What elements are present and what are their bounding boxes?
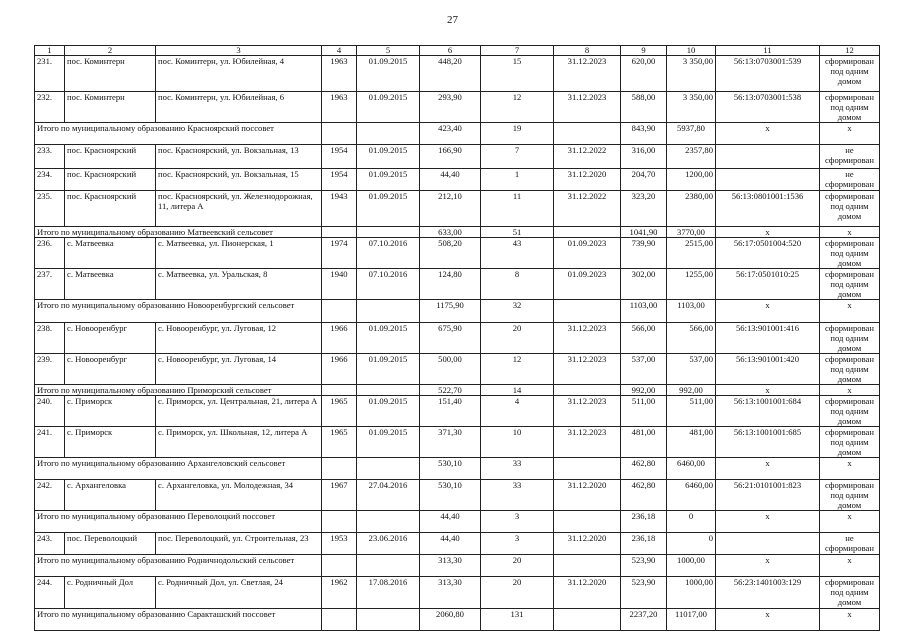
subtotal-cell: 14 (481, 385, 554, 396)
table-cell: 31.12.2023 (554, 396, 621, 427)
table-cell: сформирован под одним домом (820, 480, 880, 511)
subtotal-cell (322, 555, 357, 577)
table-cell: 27.04.2016 (357, 480, 420, 511)
column-number-4: 4 (322, 46, 357, 56)
table-cell: сформирован под одним домом (820, 92, 880, 123)
table-cell: 31.12.2023 (554, 323, 621, 354)
table-cell: 1966 (322, 323, 357, 354)
subtotal-cell (554, 511, 621, 533)
table-cell: 56:13:0703001:538 (716, 92, 820, 123)
table-cell: 243. (35, 533, 65, 555)
subtotal-label: Итого по муниципальному образованию Переволоцкий поссовет (35, 511, 322, 533)
subtotal-cell: 992,00 (621, 385, 667, 396)
subtotal-cell (554, 458, 621, 480)
subtotal-cell: 1000,00 (667, 555, 716, 577)
subtotal-cell: 3770,00 (667, 227, 716, 238)
table-cell: 3 350,00 (667, 56, 716, 92)
table-cell: 56:17:0501010:25 (716, 269, 820, 300)
subtotal-row (35, 458, 880, 480)
subtotal-cell: 0 (667, 511, 716, 533)
subtotal-cell (357, 300, 420, 323)
table-cell: 01.09.2015 (357, 169, 420, 191)
table-cell: 1966 (322, 354, 357, 385)
table-row (35, 323, 880, 354)
table-cell: с. Архангеловка (65, 480, 156, 511)
table-cell: с. Родничный Дол, ул. Светлая, 24 (156, 577, 322, 609)
subtotal-cell (554, 609, 621, 631)
table-cell: 01.09.2015 (357, 427, 420, 458)
table-cell: 56:13:1001001:685 (716, 427, 820, 458)
table-cell: 6460,00 (667, 480, 716, 511)
table-cell: 1953 (322, 533, 357, 555)
table-cell: 523,90 (621, 577, 667, 609)
table-cell: 244. (35, 577, 65, 609)
table-cell: 240. (35, 396, 65, 427)
table-cell: 124,80 (420, 269, 481, 300)
table-cell: не сформирован (820, 145, 880, 169)
column-number-3: 3 (156, 46, 322, 56)
table-row (35, 269, 880, 300)
table-cell: с. Архангеловка, ул. Молодежная, 34 (156, 480, 322, 511)
table-cell: 233. (35, 145, 65, 169)
subtotal-cell: 236,18 (621, 511, 667, 533)
table-cell: 236,18 (621, 533, 667, 555)
table-cell: 675,90 (420, 323, 481, 354)
subtotal-cell: х (716, 555, 820, 577)
subtotal-label: Итого по муниципальному образованию Архангеловский сельсовет (35, 458, 322, 480)
table-cell: 537,00 (667, 354, 716, 385)
table-cell: 31.12.2023 (554, 92, 621, 123)
table-cell: 313,30 (420, 577, 481, 609)
subtotal-row (35, 123, 880, 145)
housing-register-table (34, 45, 880, 631)
table-cell: 56:13:901001:420 (716, 354, 820, 385)
table-cell: 1255,00 (667, 269, 716, 300)
subtotal-cell: 5937,80 (667, 123, 716, 145)
table-cell: 620,00 (621, 56, 667, 92)
table-cell: 293,90 (420, 92, 481, 123)
table-cell: 566,00 (667, 323, 716, 354)
table-row (35, 145, 880, 169)
table-cell: с. Приморск, ул. Центральная, 21, литера А (156, 396, 322, 427)
table-cell: 31.12.2023 (554, 427, 621, 458)
subtotal-cell (322, 458, 357, 480)
table-cell: 508,20 (420, 238, 481, 269)
table-cell: 20 (481, 323, 554, 354)
table-cell: 1200,00 (667, 169, 716, 191)
table-cell: 56:23:1401003:129 (716, 577, 820, 609)
table-cell: 23.06.2016 (357, 533, 420, 555)
table-cell: 1974 (322, 238, 357, 269)
table-cell: с. Приморск (65, 427, 156, 458)
table-cell: 151,40 (420, 396, 481, 427)
table-cell: 511,00 (621, 396, 667, 427)
table-cell: 316,00 (621, 145, 667, 169)
subtotal-cell: 423,40 (420, 123, 481, 145)
table-cell: 31.12.2020 (554, 169, 621, 191)
subtotal-cell: 1103,00 (621, 300, 667, 323)
subtotal-cell (322, 609, 357, 631)
subtotal-cell (322, 123, 357, 145)
table-cell: пос. Красноярский (65, 169, 156, 191)
subtotal-cell: х (716, 609, 820, 631)
table-cell: пос. Коминтерн, ул. Юбилейная, 4 (156, 56, 322, 92)
table-cell: 3 350,00 (667, 92, 716, 123)
table-cell: пос. Коминтерн, ул. Юбилейная, 6 (156, 92, 322, 123)
table-cell: 43 (481, 238, 554, 269)
subtotal-cell (322, 511, 357, 533)
table-cell: пос. Красноярский (65, 145, 156, 169)
subtotal-cell (357, 227, 420, 238)
column-number-5: 5 (357, 46, 420, 56)
subtotal-cell (357, 609, 420, 631)
subtotal-row (35, 300, 880, 323)
subtotal-cell: х (820, 511, 880, 533)
table-cell: 1940 (322, 269, 357, 300)
table-cell: сформирован под одним домом (820, 323, 880, 354)
table-cell: 237. (35, 269, 65, 300)
subtotal-label: Итого по муниципальному образованию Саракташский поссовет (35, 609, 322, 631)
subtotal-row (35, 511, 880, 533)
table-cell: 462,80 (621, 480, 667, 511)
table-cell: 01.09.2015 (357, 396, 420, 427)
subtotal-cell (357, 385, 420, 396)
table-cell: с. Новооренбург, ул. Луговая, 12 (156, 323, 322, 354)
subtotal-cell: 1103,00 (667, 300, 716, 323)
subtotal-cell: 6460,00 (667, 458, 716, 480)
table-cell: 56:13:901001:416 (716, 323, 820, 354)
subtotal-cell (554, 300, 621, 323)
page-number: 27 (447, 14, 458, 26)
subtotal-row (35, 385, 880, 396)
table-cell: 31.12.2023 (554, 56, 621, 92)
table-cell: 1954 (322, 169, 357, 191)
table-cell: 1965 (322, 427, 357, 458)
table-row (35, 533, 880, 555)
subtotal-cell: х (820, 609, 880, 631)
subtotal-label: Итого по муниципальному образованию Матвеевский сельсовет (35, 227, 322, 238)
table-cell: 56:13:0703001:539 (716, 56, 820, 92)
table-cell: с. Приморск, ул. Школьная, 12, литера А (156, 427, 322, 458)
table-cell: пос. Переволоцкий, ул. Строительная, 23 (156, 533, 322, 555)
table-cell: 2380,00 (667, 191, 716, 227)
table-cell: 481,00 (621, 427, 667, 458)
subtotal-cell: х (820, 458, 880, 480)
column-number-6: 6 (420, 46, 481, 56)
table-cell: 31.12.2023 (554, 354, 621, 385)
table-cell: 01.09.2023 (554, 238, 621, 269)
table-cell: сформирован под одним домом (820, 577, 880, 609)
column-number-8: 8 (554, 46, 621, 56)
table-cell: 17.08.2016 (357, 577, 420, 609)
table-cell: с. Новооренбург (65, 354, 156, 385)
table-cell: 2357,80 (667, 145, 716, 169)
table-cell: пос. Коминтерн (65, 92, 156, 123)
table-cell: 01.09.2023 (554, 269, 621, 300)
table-cell: 8 (481, 269, 554, 300)
subtotal-cell: х (716, 300, 820, 323)
subtotal-cell: 2237,20 (621, 609, 667, 631)
table-cell: 10 (481, 427, 554, 458)
table-cell: 242. (35, 480, 65, 511)
subtotal-cell: 131 (481, 609, 554, 631)
subtotal-cell: 19 (481, 123, 554, 145)
subtotal-cell: х (716, 123, 820, 145)
table-cell (716, 145, 820, 169)
subtotal-cell: х (716, 458, 820, 480)
table-cell: 1 (481, 169, 554, 191)
table-cell: 56:17:0501004:520 (716, 238, 820, 269)
subtotal-row (35, 609, 880, 631)
column-number-7: 7 (481, 46, 554, 56)
table-cell (716, 533, 820, 555)
subtotal-cell (357, 511, 420, 533)
table-cell: 235. (35, 191, 65, 227)
table-row (35, 169, 880, 191)
table-cell: пос. Красноярский, ул. Вокзальная, 13 (156, 145, 322, 169)
table-cell (716, 169, 820, 191)
subtotal-cell: 633,00 (420, 227, 481, 238)
subtotal-cell: х (820, 123, 880, 145)
column-number-12: 12 (820, 46, 880, 56)
table-cell: 12 (481, 92, 554, 123)
table-cell: 566,00 (621, 323, 667, 354)
column-number-1: 1 (35, 46, 65, 56)
column-number-10: 10 (667, 46, 716, 56)
table-cell: 4 (481, 396, 554, 427)
subtotal-cell (554, 123, 621, 145)
table-cell: с. Приморск (65, 396, 156, 427)
table-cell: 1965 (322, 396, 357, 427)
subtotal-cell (554, 555, 621, 577)
subtotal-cell: х (716, 227, 820, 238)
table-cell: 07.10.2016 (357, 238, 420, 269)
table-cell: сформирован под одним домом (820, 269, 880, 300)
table-cell: 166,90 (420, 145, 481, 169)
subtotal-cell: х (820, 385, 880, 396)
table-cell: 234. (35, 169, 65, 191)
table-cell: 01.09.2015 (357, 56, 420, 92)
column-number-2: 2 (65, 46, 156, 56)
table-cell: 56:13:0801001:1536 (716, 191, 820, 227)
subtotal-cell: 44,40 (420, 511, 481, 533)
subtotal-cell: 1175,90 (420, 300, 481, 323)
subtotal-row (35, 227, 880, 238)
table-cell: пос. Коминтерн (65, 56, 156, 92)
subtotal-cell: 313,30 (420, 555, 481, 577)
subtotal-cell: х (716, 385, 820, 396)
table-cell: 1954 (322, 145, 357, 169)
table-cell: 231. (35, 56, 65, 92)
table-cell: 232. (35, 92, 65, 123)
table-cell: с. Новооренбург (65, 323, 156, 354)
table-row (35, 56, 880, 92)
table-cell: 448,20 (420, 56, 481, 92)
table-row (35, 396, 880, 427)
subtotal-cell: 32 (481, 300, 554, 323)
table-row (35, 577, 880, 609)
table-cell: 302,00 (621, 269, 667, 300)
table-cell: 588,00 (621, 92, 667, 123)
table-cell: 01.09.2015 (357, 92, 420, 123)
table-row (35, 92, 880, 123)
table-cell: с. Матвеевка (65, 269, 156, 300)
subtotal-cell: 11017,00 (667, 609, 716, 631)
subtotal-cell: 462,80 (621, 458, 667, 480)
table-cell: 0 (667, 533, 716, 555)
table-cell: 537,00 (621, 354, 667, 385)
table-row (35, 238, 880, 269)
table-cell: сформирован под одним домом (820, 56, 880, 92)
table-cell: 33 (481, 480, 554, 511)
table-cell: 01.09.2015 (357, 191, 420, 227)
table-cell: 12 (481, 354, 554, 385)
table-cell: 1963 (322, 92, 357, 123)
table-cell: 44,40 (420, 533, 481, 555)
table-cell: пос. Красноярский (65, 191, 156, 227)
table-cell: 481,00 (667, 427, 716, 458)
table-cell: с. Матвеевка, ул. Уральская, 8 (156, 269, 322, 300)
table-row (35, 480, 880, 511)
table-cell: пос. Красноярский, ул. Железнодорожная, 11, литера А (156, 191, 322, 227)
subtotal-cell: 523,90 (621, 555, 667, 577)
table-body (35, 46, 880, 631)
table-cell: 1000,00 (667, 577, 716, 609)
subtotal-row (35, 555, 880, 577)
table-cell: не сформирован (820, 533, 880, 555)
table-cell: 07.10.2016 (357, 269, 420, 300)
table-cell: с. Матвеевка, ул. Пионерская, 1 (156, 238, 322, 269)
table-cell: 511,00 (667, 396, 716, 427)
subtotal-cell: х (820, 300, 880, 323)
table-cell: 530,10 (420, 480, 481, 511)
table-row (35, 427, 880, 458)
subtotal-cell (322, 227, 357, 238)
subtotal-cell: 843,90 (621, 123, 667, 145)
subtotal-label: Итого по муниципальному образованию Красноярский поссовет (35, 123, 322, 145)
subtotal-cell: 522,70 (420, 385, 481, 396)
table-cell: 31.12.2020 (554, 533, 621, 555)
table-cell: 31.12.2020 (554, 480, 621, 511)
table-cell: с. Родничный Дол (65, 577, 156, 609)
subtotal-cell: х (820, 227, 880, 238)
table-cell: 01.09.2015 (357, 323, 420, 354)
table-cell: 44,40 (420, 169, 481, 191)
subtotal-cell: 1041,90 (621, 227, 667, 238)
column-number-11: 11 (716, 46, 820, 56)
table-cell: 238. (35, 323, 65, 354)
table-cell: 241. (35, 427, 65, 458)
table-cell: 371,30 (420, 427, 481, 458)
table-cell: 7 (481, 145, 554, 169)
table-cell: 212,10 (420, 191, 481, 227)
subtotal-cell (357, 458, 420, 480)
table-row (35, 354, 880, 385)
table-cell: 11 (481, 191, 554, 227)
column-number-9: 9 (621, 46, 667, 56)
subtotal-cell (554, 385, 621, 396)
subtotal-cell (322, 300, 357, 323)
subtotal-cell: х (716, 511, 820, 533)
table-cell: 15 (481, 56, 554, 92)
table-cell: сформирован под одним домом (820, 238, 880, 269)
table-cell: 2515,00 (667, 238, 716, 269)
subtotal-cell: 530,10 (420, 458, 481, 480)
table-cell: с. Новооренбург, ул. Луговая, 14 (156, 354, 322, 385)
table-cell: 20 (481, 577, 554, 609)
table-cell: 01.09.2015 (357, 354, 420, 385)
table-cell: пос. Красноярский, ул. Вокзальная, 15 (156, 169, 322, 191)
table-cell: 739,90 (621, 238, 667, 269)
column-number-header-row (35, 46, 880, 56)
table-cell: 56:13:1001001:684 (716, 396, 820, 427)
table-cell: 31.12.2022 (554, 145, 621, 169)
table-cell: 204,70 (621, 169, 667, 191)
table-cell: 1963 (322, 56, 357, 92)
subtotal-cell (554, 227, 621, 238)
subtotal-cell: 992,00 (667, 385, 716, 396)
table-cell: 1943 (322, 191, 357, 227)
table-cell: 236. (35, 238, 65, 269)
subtotal-cell: 20 (481, 555, 554, 577)
subtotal-cell (357, 123, 420, 145)
table-cell: не сформирован (820, 169, 880, 191)
subtotal-cell: 51 (481, 227, 554, 238)
subtotal-cell (322, 385, 357, 396)
table-cell: сформирован под одним домом (820, 354, 880, 385)
table-row (35, 191, 880, 227)
table-cell: 1962 (322, 577, 357, 609)
table-cell: 3 (481, 533, 554, 555)
subtotal-label: Итого по муниципальному образованию Родничнодольский сельсовет (35, 555, 322, 577)
table-cell: 500,00 (420, 354, 481, 385)
table-cell: пос. Переволоцкий (65, 533, 156, 555)
table-cell: 323,20 (621, 191, 667, 227)
table-cell: 56:21:0101001:823 (716, 480, 820, 511)
subtotal-label: Итого по муниципальному образованию Новооренбургский сельсовет (35, 300, 322, 323)
table-cell: 31.12.2020 (554, 577, 621, 609)
subtotal-cell: 2060,80 (420, 609, 481, 631)
subtotal-cell: 3 (481, 511, 554, 533)
subtotal-label: Итого по муниципальному образованию Приморский сельсовет (35, 385, 322, 396)
table-cell: 1967 (322, 480, 357, 511)
table-cell: 31.12.2022 (554, 191, 621, 227)
table-cell: сформирован под одним домом (820, 191, 880, 227)
table-cell: 239. (35, 354, 65, 385)
subtotal-cell: 33 (481, 458, 554, 480)
subtotal-cell (357, 555, 420, 577)
subtotal-cell: х (820, 555, 880, 577)
table-cell: сформирован под одним домом (820, 427, 880, 458)
table-cell: 01.09.2015 (357, 145, 420, 169)
table-cell: сформирован под одним домом (820, 396, 880, 427)
table-cell: с. Матвеевка (65, 238, 156, 269)
